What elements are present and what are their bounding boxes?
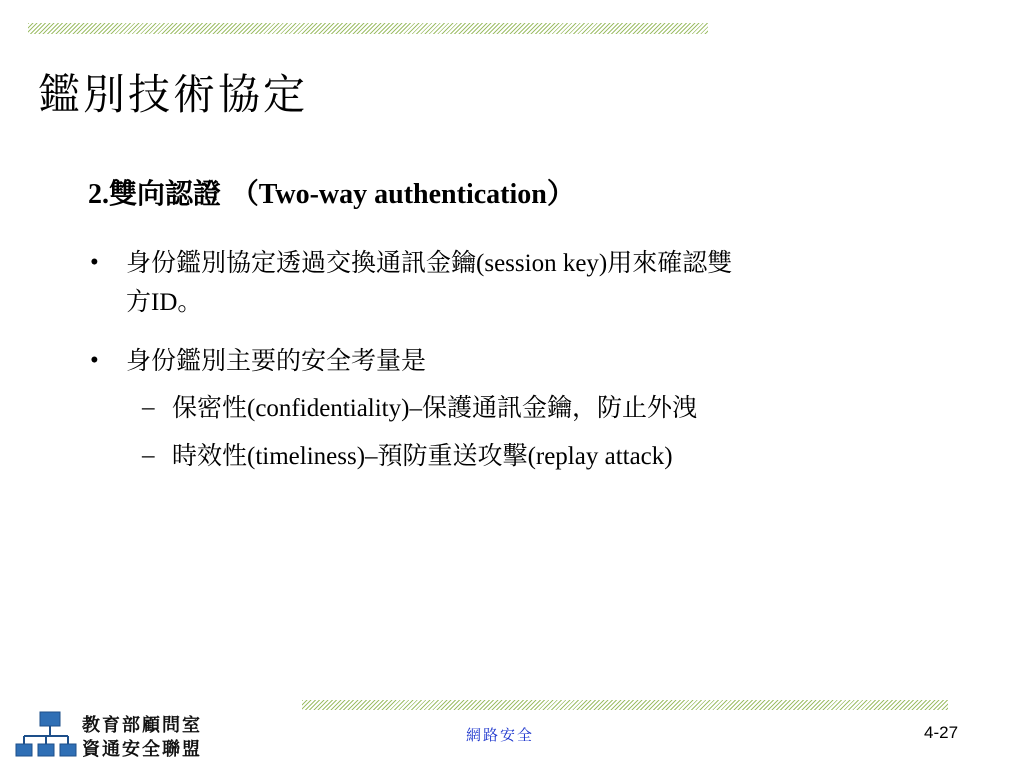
bullet-marker: •	[90, 249, 99, 276]
logo-line-2: 資通安全聯盟	[82, 739, 202, 760]
bullet-marker: •	[90, 347, 99, 374]
footer-course-title: 網路安全	[466, 726, 535, 744]
bullet-line	[126, 244, 968, 283]
section-heading	[88, 172, 968, 220]
heading-chinese: 雙向認證	[109, 177, 222, 210]
bullet-line	[126, 283, 968, 322]
heading-close-paren: ）	[546, 177, 575, 210]
logo-text	[82, 714, 202, 762]
bullet-text-end: 。	[177, 287, 203, 316]
bullet-item	[88, 244, 968, 322]
bullet-text: 方	[126, 287, 152, 316]
sub-bullet-item	[88, 437, 968, 476]
sub-bullet-text-latin: (timeliness)–	[247, 443, 378, 470]
bullet-text: 身份鑑別協定透過交換通訊金鑰	[126, 248, 477, 277]
sub-bullet-text-mid: 預防重送攻擊	[377, 441, 528, 470]
heading-english: Two-way authentication	[258, 179, 547, 210]
sub-bullet-text-tail: (replay attack)	[527, 443, 673, 470]
slide-title: 鑑別技術協定	[38, 70, 309, 119]
sub-bullet-marker: –	[142, 442, 155, 469]
slide-content	[88, 172, 968, 476]
page-number: 4-27	[924, 723, 959, 742]
sub-bullet-text-latin: (confidentiality)–	[247, 395, 422, 422]
bottom-decorative-bar	[302, 700, 948, 710]
bullet-item	[88, 342, 968, 380]
sub-bullet-item	[88, 389, 968, 428]
sub-bullet-text-end: 保護通訊金鑰，防止外洩	[421, 393, 697, 422]
top-decorative-bar	[28, 23, 708, 34]
bullet-text-end: 用來確認雙	[607, 248, 733, 277]
bullet-text-latin: ID	[151, 289, 178, 316]
logo-line-1: 教育部顧問室	[82, 715, 202, 736]
bullet-line: 身份鑑別主要的安全考量是	[126, 346, 427, 375]
heading-open-paren: （	[230, 177, 259, 210]
bullet-text-latin: (session key)	[476, 250, 608, 277]
sub-bullet-text: 保密性	[172, 393, 248, 422]
heading-number: 2.	[88, 179, 109, 210]
sub-bullet-marker: –	[142, 394, 155, 421]
sub-bullet-text: 時效性	[172, 441, 248, 470]
